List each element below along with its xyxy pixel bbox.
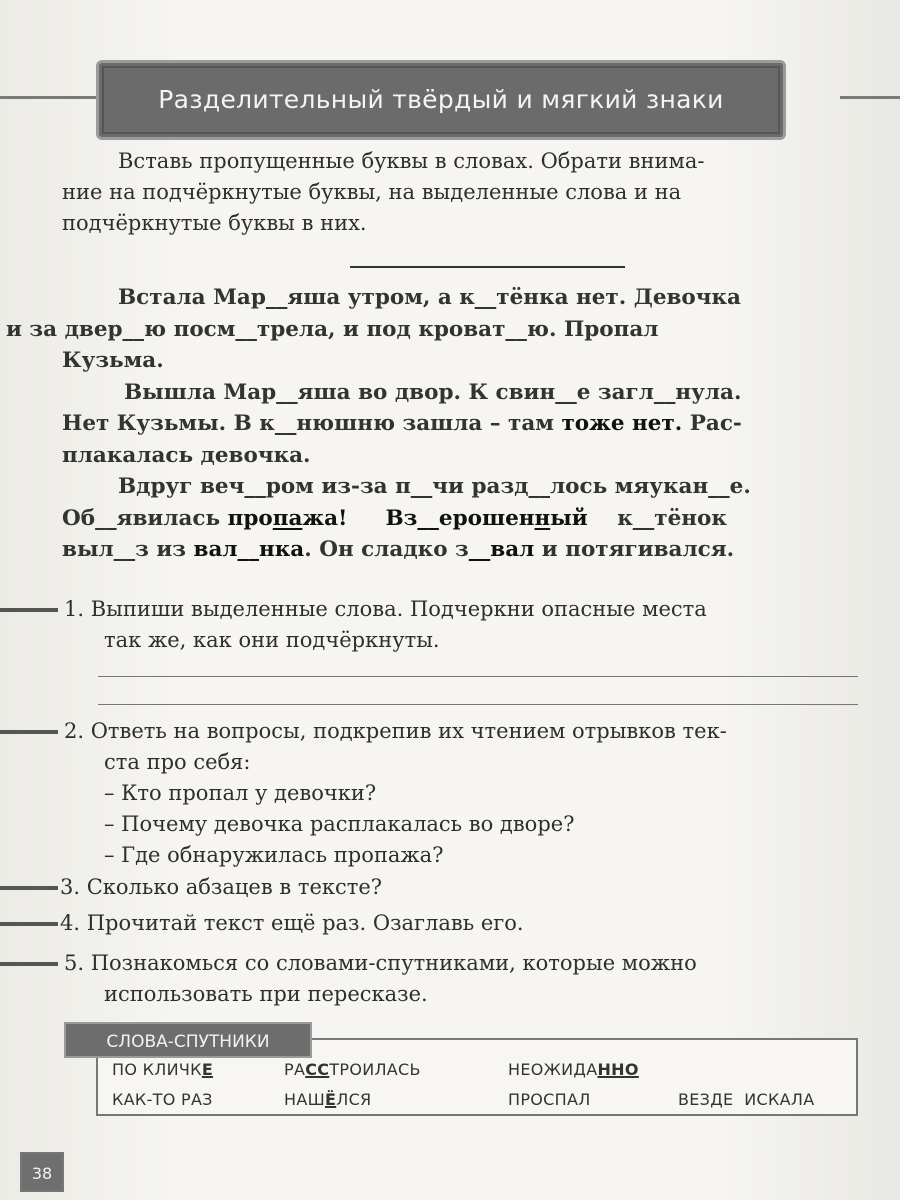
word-part: ЛСЯ <box>336 1090 372 1109</box>
bold-word: про <box>227 505 273 531</box>
instruction-line: ние на подчёркнутые буквы, на выделенные слова и на <box>62 180 682 204</box>
task-2 <box>64 716 864 871</box>
word-part: НЕОЖИДА <box>508 1060 598 1079</box>
instruction-text <box>62 146 862 239</box>
underlined-letters: Ё <box>325 1090 337 1109</box>
story-line <box>0 408 742 440</box>
word-part: РА <box>284 1060 306 1079</box>
word-part: ТРОИЛАСЬ <box>329 1060 421 1079</box>
underlined-letters: СС <box>305 1060 330 1079</box>
companion-word <box>284 1060 421 1079</box>
bold-word: __ерошен <box>417 505 535 531</box>
story-text <box>6 282 857 566</box>
section-title: Разделительный твёрдый и мягкий знаки <box>158 85 724 114</box>
question-item: – Почему девочка расплакалась во дворе? <box>104 812 575 836</box>
story-fragment: и потягивался. <box>534 537 735 562</box>
section-title-frame <box>96 60 786 140</box>
bold-phrase: тоже нет. <box>561 411 683 436</box>
companion-word: ВЕЗДЕ ИСКАЛА <box>678 1090 815 1109</box>
task-line: 2. Ответь на вопросы, подкрепив их чтением отрывков тек- <box>64 719 727 743</box>
task-line: 4. Прочитай текст ещё раз. Озаглавь его. <box>60 911 524 935</box>
companion-word <box>508 1060 639 1079</box>
decor-rule-right <box>840 96 900 99</box>
underlined-letters: н <box>534 505 551 531</box>
story-line: Вдруг веч__ром из-за п__чи разд__лось мяукан__е. <box>118 474 751 499</box>
story-paragraph-1 <box>6 282 857 377</box>
companion-word <box>284 1090 371 1109</box>
story-line: и за двер__ю посм__трела, и под кроват__ю. Пропал <box>6 316 659 342</box>
story-line: плакалась девочка. <box>62 442 311 468</box>
task-marker <box>0 608 58 612</box>
task-line: так же, как они подчёркнуты. <box>104 628 440 652</box>
question-item: – Где обнаружилась пропажа? <box>104 843 444 867</box>
task-line: 1. Выпиши выделенные слова. Подчеркни опасные места <box>64 597 707 621</box>
companion-words-label: СЛОВА-СПУТНИКИ <box>64 1022 312 1058</box>
task-1 <box>64 594 864 656</box>
story-fragment: к__тёнок <box>609 505 727 531</box>
story-line <box>6 534 734 566</box>
page-number: 38 <box>20 1152 64 1192</box>
story-line <box>6 503 727 535</box>
companion-word <box>112 1060 213 1079</box>
story-fragment: Об__явилась <box>62 505 228 531</box>
decor-rule-left <box>0 96 110 99</box>
bold-word: ый <box>550 505 588 531</box>
instruction-line: подчёркнутые буквы в них. <box>62 211 367 235</box>
story-paragraph-2 <box>62 377 857 472</box>
task-line: использовать при пересказе. <box>104 982 428 1006</box>
task-marker <box>0 922 58 926</box>
companion-word: ПРОСПАЛ <box>508 1090 591 1109</box>
task-5 <box>64 948 864 1010</box>
bold-word: жа! <box>302 505 348 531</box>
task-line: ста про себя: <box>104 750 251 774</box>
task-3 <box>60 872 864 903</box>
story-line: Кузьма. <box>62 348 164 373</box>
story-fragment: . Он сладко з <box>304 537 469 562</box>
underlined-letters: Е <box>201 1060 214 1079</box>
companion-word: КАК-ТО РАЗ <box>112 1090 213 1109</box>
task-marker <box>0 962 58 966</box>
answer-line[interactable] <box>98 704 858 705</box>
word-part: ПО КЛИЧК <box>112 1060 202 1079</box>
task-line: 3. Сколько абзацев в тексте? <box>60 875 383 899</box>
task-marker <box>0 730 58 734</box>
task-4 <box>60 908 864 939</box>
word-part: НАШ <box>284 1090 325 1109</box>
story-fragment: Рас- <box>682 411 742 436</box>
instruction-line: Вставь пропущенные буквы в словах. Обрати внима- <box>118 149 705 173</box>
story-line: Вышла Мар__яша во двор. К свин__е загл__нула. <box>124 379 742 405</box>
answer-line[interactable] <box>98 676 858 677</box>
bold-word: __вал <box>468 537 535 562</box>
story-fragment: Нет Кузьмы. В к__нюшню зашла – там <box>62 411 562 436</box>
task-line: 5. Познакомься со словами-спутниками, которые можно <box>64 951 697 975</box>
question-item: – Кто пропал у девочки? <box>104 781 377 805</box>
bold-word: вал__нка <box>193 537 305 562</box>
task-marker <box>0 886 58 890</box>
story-paragraph-3 <box>62 471 857 566</box>
underlined-letters: ННО <box>597 1060 639 1079</box>
separator-line <box>350 266 625 268</box>
story-fragment: выл__з из <box>62 537 194 562</box>
underlined-letters: па <box>272 505 303 531</box>
bold-word: Вз <box>385 505 418 531</box>
story-line: Встала Мар__яша утром, а к__тёнка нет. Девочка <box>118 285 741 310</box>
